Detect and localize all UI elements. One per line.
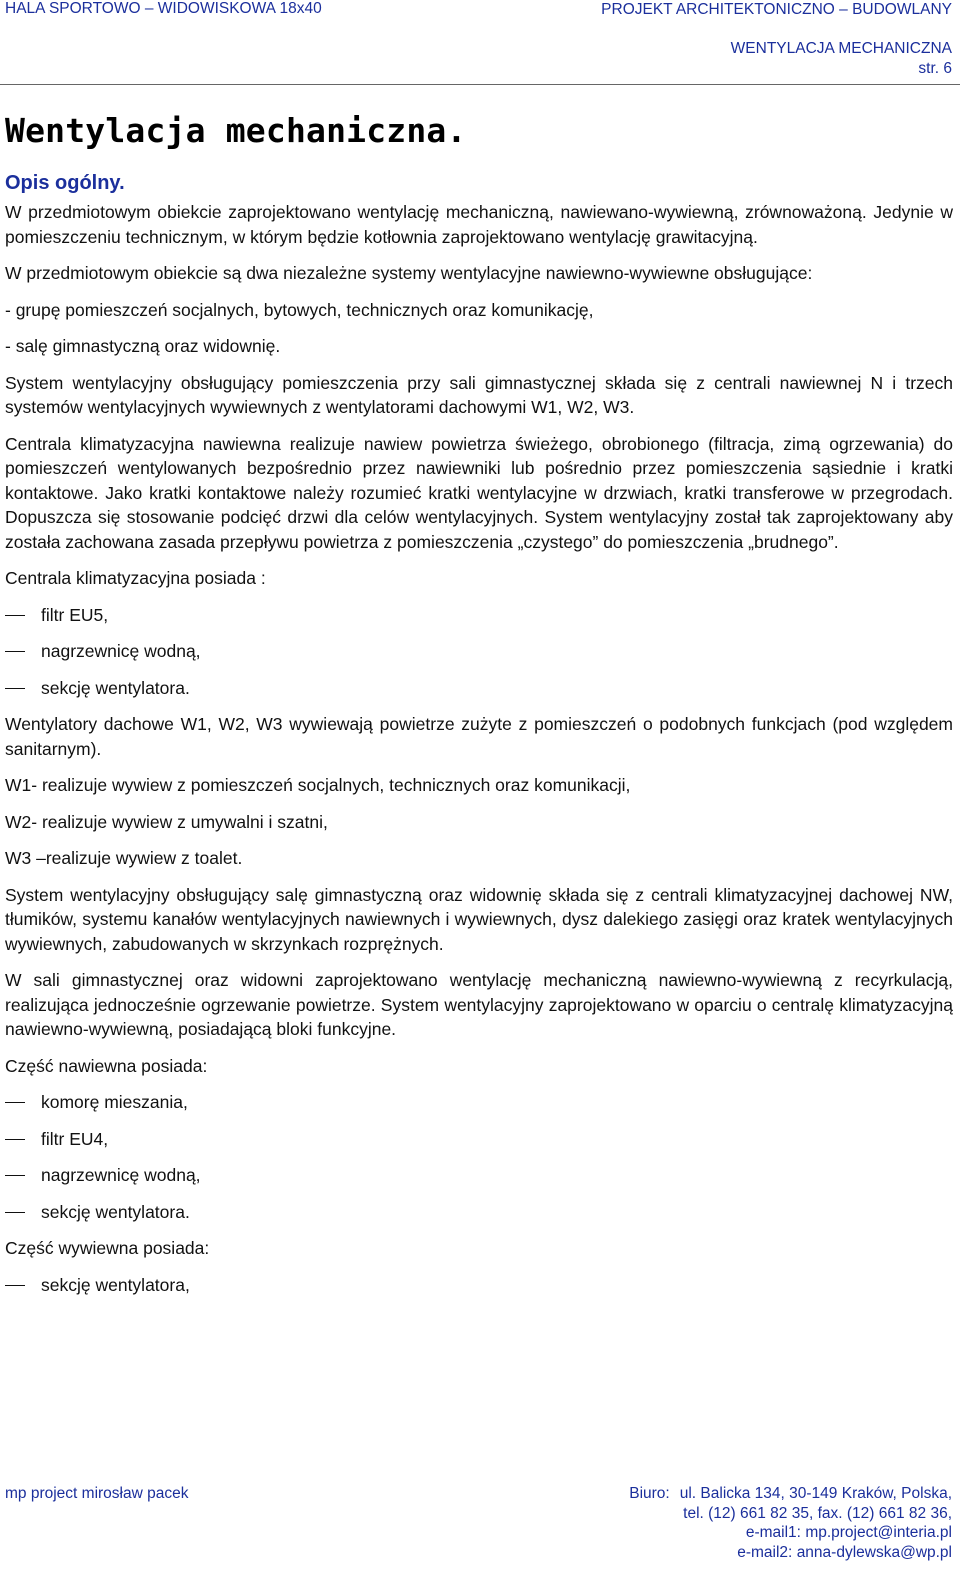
paragraph: Centrala klimatyzacyjna nawiewna realizuje nawiew powietrza świeżego, obrobionego (filtracja, zimą ogrzewania) do pomieszczeń wentylowanych bezpośrednio przez nawiewniki lub pośrednio przez pomieszczenia sąsiednie i kratki kontaktowe. Jako kratki kontaktowe należy rozumieć kratki wentylacyjne w drzwiach, kratki transferowe w przegrodach. Dopuszcza się stosowanie podcięć drzwi dla celów wentylacyjnych. System wentylacyjny został tak zaprojektowany aby została zachowana zasada przepływu powietrza z pomieszczenia „czystego” do pomieszczenia „brudnego”.: [5, 433, 953, 552]
dash-bullet: [5, 1212, 25, 1213]
document-body: [5, 108, 953, 1309]
paragraph: System wentylacyjny obsługujący salę gimnastyczną oraz widownię składa się z centrali klimatyzacyjnej dachowej NW, tłumików, systemu kanałów wentylacyjnych nawiewnych i wywiewnych, dysz dalekiego zasięgi oraz kratek wentylacyjnych wywiewnych, zabudowanych w skrzynkach rozprężnych.: [5, 884, 953, 954]
footer-address-line: [629, 1484, 952, 1504]
paragraph: W przedmiotowym obiekcie są dwa niezależne systemy wentylacyjne nawiewno-wywiewne obsługujące:: [5, 263, 813, 283]
list-item-text: sekcję wentylatora,: [41, 1274, 190, 1295]
footer-company: mp project mirosław pacek: [5, 1485, 189, 1502]
page-number: str. 6: [918, 60, 952, 77]
dash-list: [5, 603, 953, 701]
paragraph: Część wywiewna posiada:: [5, 1238, 210, 1258]
dash-list: [5, 1090, 953, 1224]
paragraph: W sali gimnastycznej oraz widowni zaprojektowano wentylację mechaniczną nawiewno-wywiewną z recyrkulacją, realizująca jednocześnie ogrzewanie powietrze. System wentylacyjny zaprojektowano w oparciu o centralę klimatyzacyjną nawiewno-wywiewną, posiadającą bloki funkcyjne.: [5, 970, 953, 1039]
paragraph: - salę gimnastyczną oraz widownię.: [5, 336, 281, 356]
paragraph: W2- realizuje wywiew z umywalni i szatni,: [5, 811, 328, 832]
footer-phone: tel. (12) 661 82 35, fax. (12) 661 82 36,: [683, 1504, 952, 1522]
dash-bullet: [5, 1175, 25, 1176]
dash-bullet: [5, 651, 25, 652]
list-item-text: nagrzewnicę wodną,: [41, 641, 201, 661]
footer-email2-label: e-mail2:: [737, 1543, 793, 1561]
list-item-text: komorę mieszania,: [41, 1092, 188, 1112]
footer-email1-link[interactable]: mp.project@interia.pl: [805, 1524, 952, 1541]
page-title: Wentylacja mechaniczna.: [5, 111, 467, 150]
header-project-name: HALA SPORTOWO – WIDOWISKOWA 18x40: [5, 0, 322, 17]
paragraph: System wentylacyjny obsługujący pomieszczenia przy sali gimnastycznej składa się z centrali nawiewnej N i trzech systemów wentylacyjnych wywiewnych z wentylatorami dachowymi W1, W2, W3.: [5, 372, 953, 417]
list-item: [5, 1200, 953, 1225]
list-item: [5, 1273, 953, 1298]
list-item-text: sekcję wentylatora.: [41, 677, 190, 698]
list-item-text: filtr EU5,: [41, 604, 109, 625]
header-right: [601, 0, 952, 79]
dash-bullet: [5, 1102, 25, 1103]
dash-bullet: [5, 615, 25, 616]
footer-email2-link[interactable]: anna-dylewska@wp.pl: [796, 1543, 952, 1561]
section-heading: Opis ogólny.: [5, 172, 125, 194]
list-item: [5, 639, 953, 664]
list-item: [5, 1090, 953, 1115]
paragraph: Wentylatory dachowe W1, W2, W3 wywiewają powietrze zużyte z pomieszczeń o podobnych funkcjach (pod względem sanitarnym).: [5, 714, 953, 759]
list-item: [5, 676, 953, 701]
footer-email1-label: e-mail1:: [745, 1524, 801, 1541]
header-divider: [0, 84, 960, 85]
footer-contact: [629, 1484, 952, 1562]
list-item-text: nagrzewnicę wodną,: [41, 1165, 201, 1185]
paragraph: W przedmiotowym obiekcie zaprojektowano wentylację mechaniczną, nawiewano-wywiewną, zrównoważoną. Jedynie w pomieszczeniu technicznym, w którym będzie kotłownia zaprojektowano wentylację grawitacyjną.: [5, 202, 953, 247]
dash-bullet: [5, 688, 25, 689]
list-item: [5, 603, 953, 628]
list-item-text: filtr EU4,: [41, 1128, 109, 1149]
dash-bullet: [5, 1285, 25, 1286]
paragraph: Centrala klimatyzacyjna posiada :: [5, 568, 266, 588]
paragraph: Część nawiewna posiada:: [5, 1055, 208, 1076]
paragraph: W3 –realizuje wywiew z toalet.: [5, 848, 243, 868]
list-item-text: sekcję wentylatora.: [41, 1201, 190, 1222]
list-item: [5, 1163, 953, 1188]
paragraph: W1- realizuje wywiew z pomieszczeń socjalnych, technicznych oraz komunikacji,: [5, 775, 631, 795]
list-item: [5, 1127, 953, 1152]
header-section: WENTYLACJA MECHANICZNA: [730, 40, 952, 57]
footer-email1-line: [629, 1523, 952, 1543]
header-project-type: PROJEKT ARCHITEKTONICZNO – BUDOWLANY: [601, 1, 952, 18]
paragraph: - grupę pomieszczeń socjalnych, bytowych, technicznych oraz komunikację,: [5, 299, 594, 320]
footer-biuro-label: Biuro:: [629, 1485, 670, 1502]
footer-address: ul. Balicka 134, 30-149 Kraków, Polska,: [679, 1485, 952, 1502]
dash-list: [5, 1273, 953, 1298]
footer-email2-line: [629, 1543, 952, 1563]
dash-bullet: [5, 1139, 25, 1140]
